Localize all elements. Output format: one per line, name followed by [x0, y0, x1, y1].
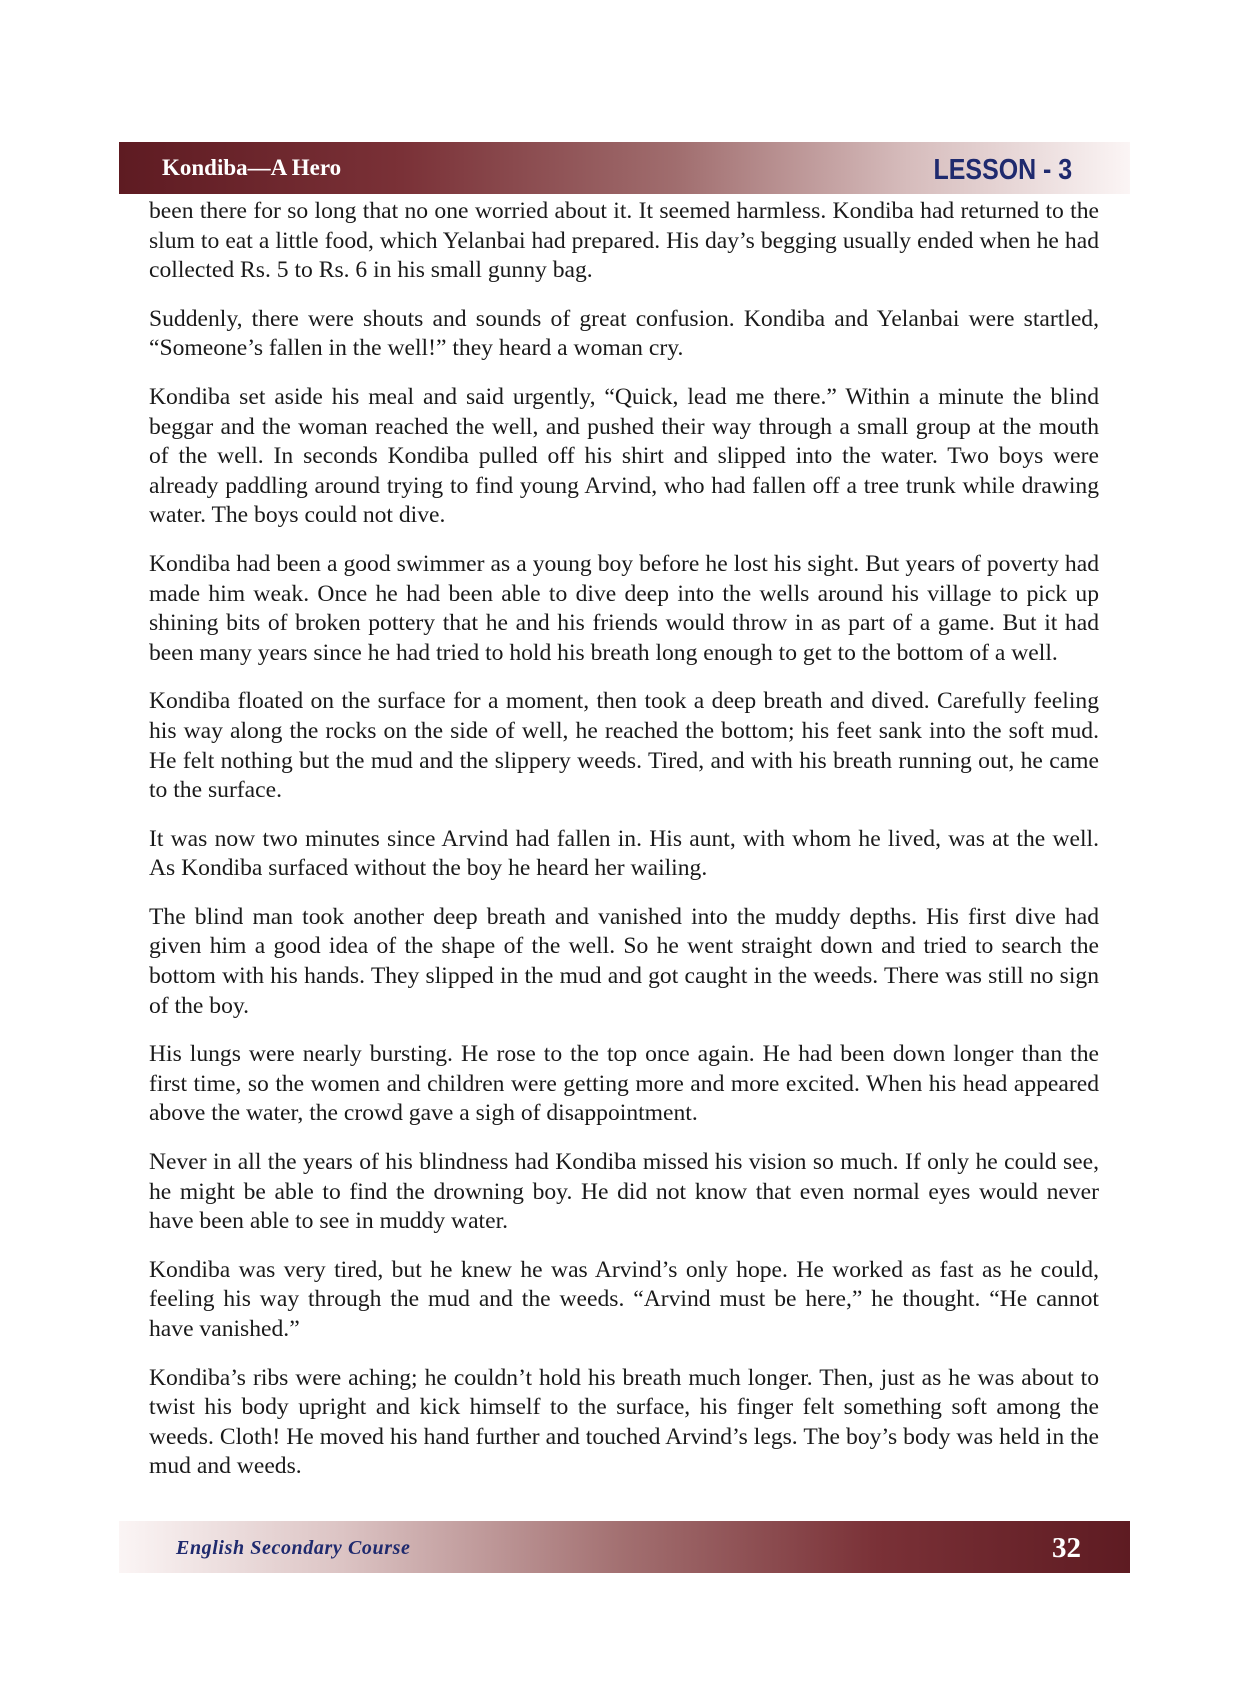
- paragraph-5: Kondiba floated on the surface for a moment, then took a deep breath and dived. Carefully feeling his way along the rocks on the side of well, he reached the bottom; his feet sank into the soft mud. He felt nothing but the mud and the slippery weeds. Tired, and with his breath running out, he came to the surface.: [149, 688, 1099, 804]
- chapter-title: Kondiba—A Hero: [162, 155, 342, 180]
- paragraph-6: It was now two minutes since Arvind had fallen in. His aunt, with whom he lived, was at the well. As Kondiba surfaced without the boy he heard her wailing.: [149, 825, 1099, 882]
- paragraph-7: The blind man took another deep breath and vanished into the muddy depths. His first dive had given him a good idea of the shape of the well. So he went straight down and tried to search the bottom with his hands. They slipped in the mud and got caught in the weeds. There was still no sign of the boy.: [149, 903, 1099, 1019]
- paragraph-8: His lungs were nearly bursting. He rose to the top once again. He had been down longer than the first time, so the women and children were getting more and more excited. When his head appeared above the water, the crowd gave a sigh of disappointment.: [149, 1041, 1099, 1127]
- header-band: [119, 142, 1130, 194]
- paragraph-10: Kondiba was very tired, but he knew he was Arvind’s only hope. He worked as fast as he could, feeling his way through the mud and the weeds. “Arvind must be here,” he thought. “He cannot have vanished.”: [149, 1256, 1099, 1342]
- lesson-label: LESSON - 3: [933, 154, 1072, 186]
- paragraph-11: Kondiba’s ribs were aching; he couldn’t hold his breath much longer. Then, just as he was about to twist his body upright and kick himself to the surface, his finger felt something soft among the weeds. Cloth! He moved his hand further and touched Arvind’s legs. The boy’s body was held in the mud and weeds.: [149, 1364, 1099, 1480]
- paragraph-9: Never in all the years of his blindness had Kondiba missed his vision so much. If only he could see, he might be able to find the drowning boy. He did not know that even normal eyes would never have been able to see in muddy water.: [149, 1149, 1099, 1235]
- paragraph-2: Suddenly, there were shouts and sounds of great confusion. Kondiba and Yelanbai were startled, “Someone’s fallen in the well!” they heard a woman cry.: [149, 305, 1099, 362]
- course-name: English Secondary Course: [176, 1537, 411, 1559]
- paragraph-3: Kondiba set aside his meal and said urgently, “Quick, lead me there.” Within a minute the blind beggar and the woman reached the well, and pushed their way through a small group at the mouth of the well. In seconds Kondiba pulled off his shirt and slipped into the water. Two boys were already paddling around trying to find young Arvind, who had fallen off a tree trunk while drawing water. The boys could not dive.: [149, 383, 1099, 529]
- body-text: [149, 197, 1099, 1501]
- paragraph-1: been there for so long that no one worried about it. It seemed harmless. Kondiba had returned to the slum to eat a little food, which Yelanbai had prepared. His day’s begging usually ended when he had collected Rs. 5 to Rs. 6 in his small gunny bag.: [149, 198, 1099, 284]
- footer-band: [119, 1521, 1130, 1573]
- page-number: 32: [1052, 1532, 1081, 1564]
- paragraph-4: Kondiba had been a good swimmer as a young boy before he lost his sight. But years of poverty had made him weak. Once he had been able to dive deep into the wells around his village to pick up shining bits of broken pottery that he and his friends would throw in as part of a game. But it had been many years since he had tried to hold his breath long enough to get to the bottom of a well.: [149, 550, 1099, 666]
